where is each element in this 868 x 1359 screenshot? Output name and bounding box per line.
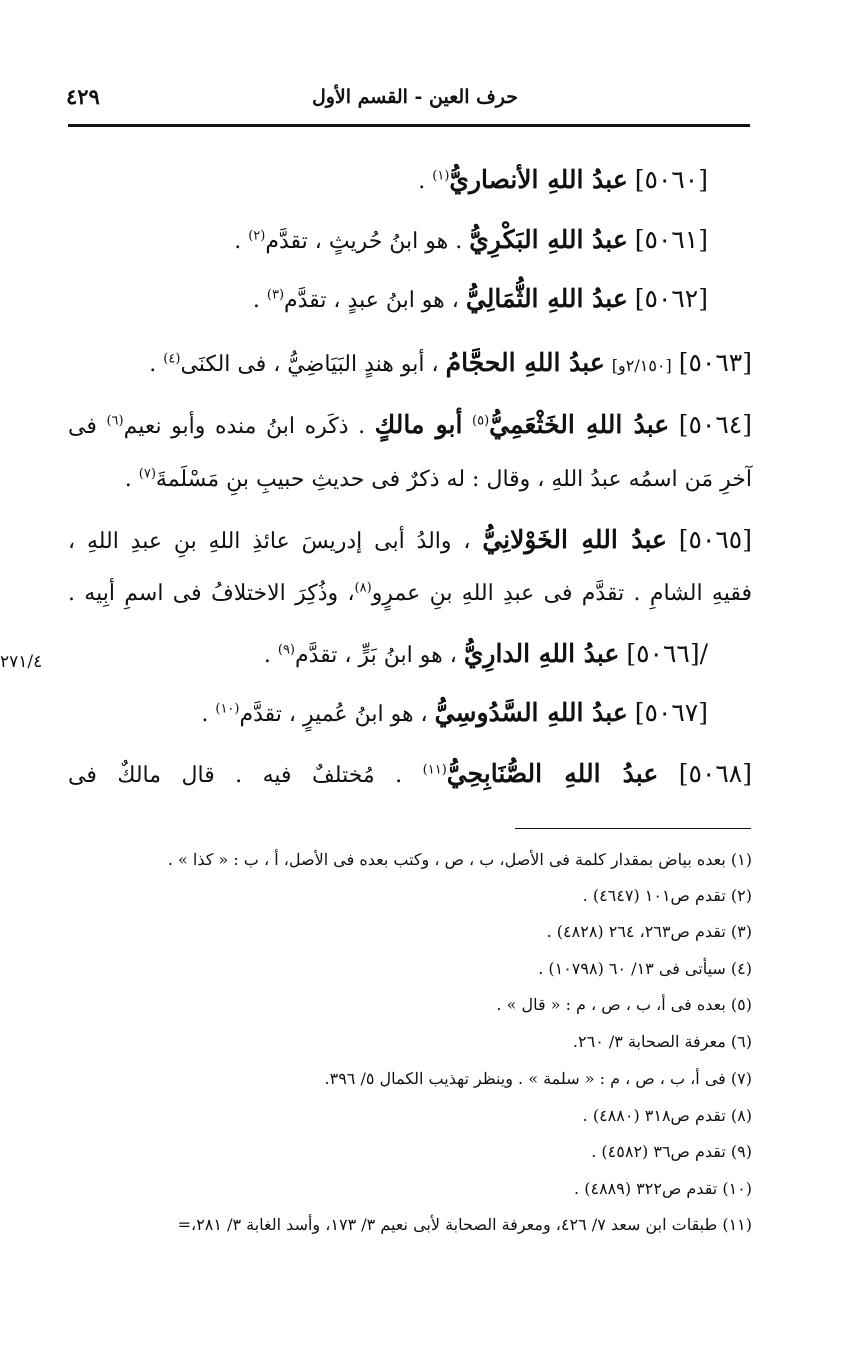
entry-5064 <box>68 405 752 445</box>
header-rule <box>68 124 750 127</box>
entry-end: . <box>234 229 249 254</box>
footnote: (٦) معرفة الصحابة ٣/ ٢٦٠. <box>572 1032 752 1051</box>
entry-5067 <box>68 693 708 733</box>
entry-name: عبدُ اللهِ السَّدُوسِيُّ <box>434 698 628 727</box>
entry-name: عبدُ اللهِ الثُّمَالِيُّ <box>465 284 628 313</box>
footnote-ref: (٤) <box>163 351 181 367</box>
entry-name: عبدُ اللهِ الأنصاريُّ <box>449 165 628 194</box>
entry-5065-cont <box>68 574 752 614</box>
entry-kunya: أبو مالكٍ <box>374 410 463 439</box>
footnote-ref: (١) <box>432 168 450 184</box>
footnote-ref: (٩) <box>277 642 295 658</box>
page-number: ٤٢٩ <box>66 84 100 109</box>
entry-end: . <box>124 467 139 492</box>
entry-number: [٥٠٦٤] <box>678 410 752 439</box>
footnote: (١١) طبقات ابن سعد ٧/ ٤٢٦، ومعرفة الصحابة لأبى نعيم ٣/ ١٧٣، وأسد الغابة ٣/ ٢٨١،= <box>177 1215 752 1234</box>
entry-text: . مُختلفٌ فيه . قال مالكٌ فى <box>68 763 403 788</box>
entry-number: [٥٠٦١] <box>634 225 708 254</box>
entry-5064-cont <box>68 460 752 500</box>
entry-name: عبدُ اللهِ الدارِيُّ <box>463 639 620 668</box>
entry-number: [٥٠٦٠] <box>634 165 708 194</box>
footnote-ref: (٧) <box>138 466 156 482</box>
footnote: (٤) سيأتى فى ١٣/ ٦٠ (١٠٧٩٨) . <box>538 959 752 978</box>
entry-end: . <box>201 702 216 727</box>
entry-text: فقيهِ الشامِ . تقدَّم فى عبدِ اللهِ بنِ عمرٍو <box>371 581 752 606</box>
footnote: (٢) تقدم ص١٠١ (٤٦٤٧) . <box>582 886 752 905</box>
entry-text: . هو ابنُ حُريثٍ ، تقدَّم <box>265 229 463 254</box>
footnote: (٨) تقدم ص٣١٨ (٤٨٨٠) . <box>582 1106 752 1125</box>
footnote: (٥) بعده فى أ، ب ، ص ، م : « قال » . <box>496 995 752 1014</box>
footnote: (١٠) تقدم ص٣٢٢ (٤٨٨٩) . <box>574 1179 752 1198</box>
entry-5068 <box>68 754 752 794</box>
entry-name: عبدُ اللهِ البَكْرِيُّ <box>469 225 628 254</box>
footnote-ref: (١١) <box>422 762 447 778</box>
entry-end: . <box>263 643 278 668</box>
entry-5061 <box>68 220 708 260</box>
entry-5066 <box>68 634 708 674</box>
footnote: (٩) تقدم ص٣٦ (٤٥٨٢) . <box>591 1142 752 1161</box>
footnote-rule <box>515 828 751 829</box>
entry-text: ، هو ابنُ عُميرٍ ، تقدَّم <box>239 702 428 727</box>
entry-end: . <box>252 288 267 313</box>
entry-text: ، والدُ أبى إدريسَ عائذِ اللهِ بنِ عبدِ اللهِ ، <box>68 529 471 554</box>
footnote-ref: (٢) <box>248 228 266 244</box>
entry-name: عبدُ اللهِ الصُّنَابِحِيُّ <box>446 759 659 788</box>
entry-text: ، هو ابنُ عبدٍ ، تقدَّم <box>284 288 459 313</box>
footnote: (٧) فى أ، ب ، ص ، م : « سلمة » . وينظر تهذيب الكمال ٥/ ٣٩٦. <box>324 1069 752 1088</box>
entry-5063 <box>68 343 752 383</box>
entry-name: عبدُ اللهِ الخَثْعَمِيُّ <box>489 410 670 439</box>
entry-text: . ذكَره ابنُ منده وأبو نعيم <box>123 414 366 439</box>
footnote-ref: (٣) <box>266 287 285 303</box>
entry-name: عبدُ اللهِ الحجَّامُ <box>445 348 605 377</box>
footnote-ref: (١٠) <box>215 701 240 717</box>
entry-number: [٥٠٦٥] <box>678 525 752 554</box>
footnote-ref: (٨) <box>354 580 372 596</box>
entry-number: [٥٠٦٣] <box>678 348 752 377</box>
entry-text: ، هو ابنُ بَرٍّ ، تقدَّم <box>295 643 457 668</box>
footnote-ref: (٥) <box>472 413 490 429</box>
entry-number: [٥٠٦٧] <box>634 698 708 727</box>
footnote: (١) بعده بياض بمقدار كلمة فى الأصل، ب ، ص ، وكتب بعده فى الأصل، أ ، ب : « كذا » . <box>167 850 752 869</box>
footnote: (٣) تقدم ص٢٦٣، ٢٦٤ (٤٨٢٨) . <box>546 922 752 941</box>
entry-5060 <box>68 160 708 200</box>
margin-volume-ref: ٢٧١/٤ <box>0 652 43 672</box>
entry-5065 <box>68 520 752 560</box>
entry-text: ، وذُكِرَ الاختلافُ فى اسمِ أبِيه . <box>68 581 355 606</box>
entry-number: [٥٠٦٢] <box>634 284 708 313</box>
entry-text: . <box>418 169 433 194</box>
manuscript-ref: [٢/١٥٠و] <box>611 356 672 375</box>
entry-5062 <box>68 279 708 319</box>
entry-text: آخرِ مَن اسمُه عبدُ اللهِ ، وقال : له ذكرٌ فى حديثِ حبيبِ بنِ مَسْلَمةَ <box>155 467 752 492</box>
entry-text: فى <box>68 414 97 439</box>
running-header: حرف العين - القسم الأول <box>311 86 519 108</box>
entry-text: ، أبو هندٍ البَيَاضِيُّ ، فى الكنَى <box>180 352 439 377</box>
entry-number: [٥٠٦٨] <box>678 759 752 788</box>
entry-name: عبدُ اللهِ الخَوْلانِيُّ <box>482 525 667 554</box>
entry-number: /[٥٠٦٦] <box>626 639 708 668</box>
entry-end: . <box>149 352 164 377</box>
footnote-ref: (٦) <box>106 413 124 429</box>
